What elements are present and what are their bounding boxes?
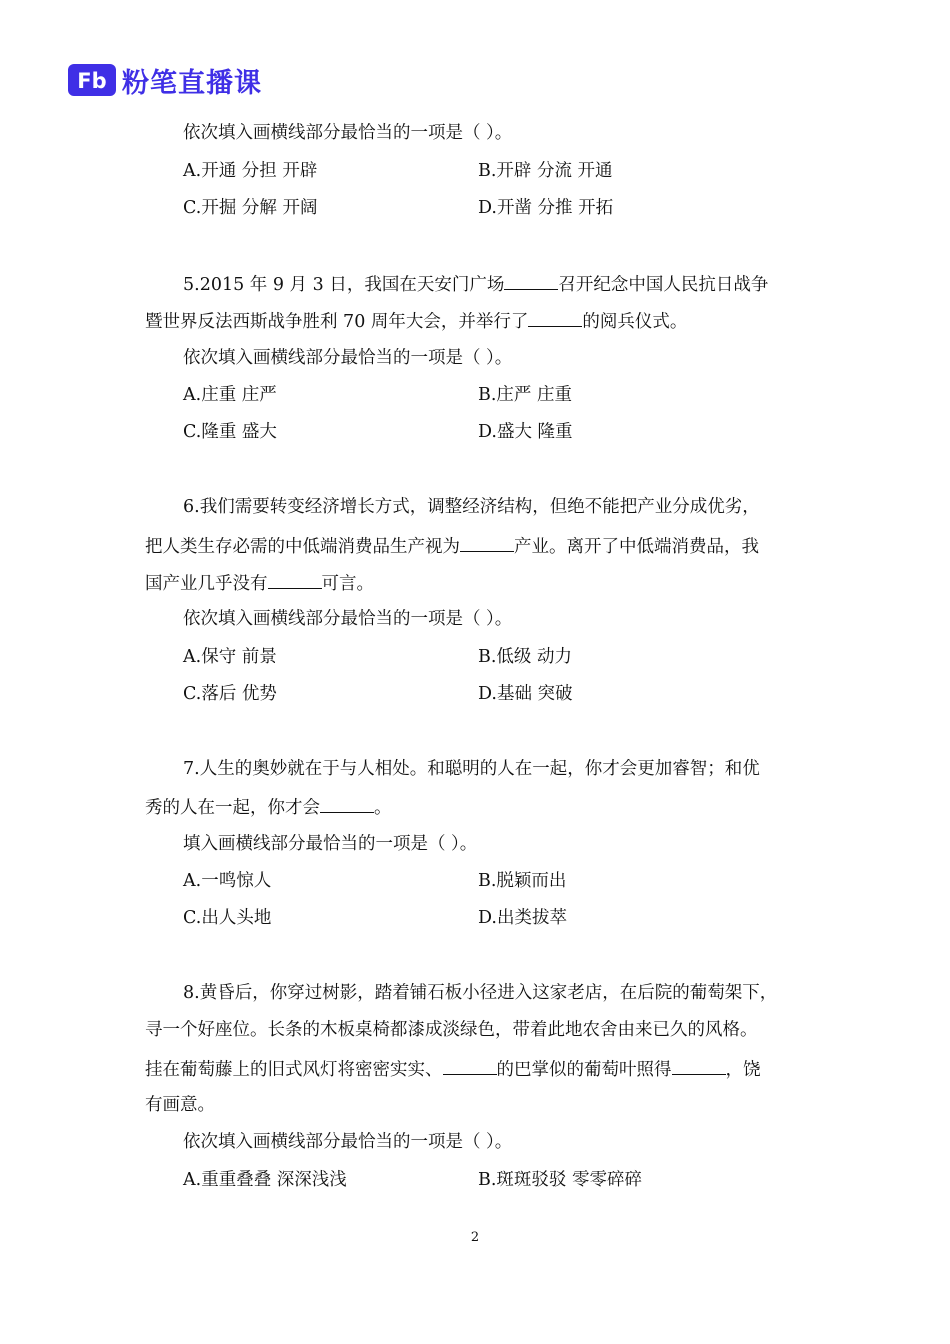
q7-stem-line2: 秀的人在一起，你才会 。 — [145, 794, 392, 820]
q8-option-b: B.斑斑驳驳 零零碎碎 — [478, 1170, 642, 1190]
q6-stem-line2: 把人类生存必需的中低端消费品生产视为 产业。离开了中低端消费品，我 — [145, 533, 759, 559]
q4-option-b: B.开辟 分流 开通 — [478, 161, 613, 181]
q6-stem-line3: 国产业几乎没有 可言。 — [145, 570, 374, 596]
q5-option-b: B.庄严 庄重 — [478, 385, 572, 405]
q6-option-b: B.低级 动力 — [478, 647, 572, 667]
q4-option-d: D.开凿 分推 开拓 — [478, 198, 614, 218]
page-number: 2 — [470, 1230, 480, 1245]
q5-option-d: D.盛大 隆重 — [478, 422, 573, 442]
blank — [504, 271, 558, 290]
q8-stem-line4: 有画意。 — [145, 1095, 215, 1115]
q7-stem-line1: 7.人生的奥妙就在于与人相处。和聪明的人在一起，你才会更加睿智；和优 — [183, 759, 760, 779]
blank — [460, 533, 514, 552]
q7-option-b: B.脱颖而出 — [478, 871, 567, 891]
blank — [443, 1056, 497, 1075]
blank — [268, 570, 322, 589]
q5-option-c: C.隆重 盛大 — [183, 422, 277, 442]
q8-stem-line2: 寻一个好座位。长条的木板桌椅都漆成淡绿色，带着此地农舍由来已久的风格。 — [145, 1020, 758, 1040]
q8-stem-line3: 挂在葡萄藤上的旧式风灯将密密实实、 的巴掌似的葡萄叶照得 ，饶 — [145, 1056, 761, 1082]
q7-option-d: D.出类拔萃 — [478, 908, 567, 928]
q6-option-d: D.基础 突破 — [478, 684, 573, 704]
fb-logo-icon — [68, 64, 116, 96]
q4-prompt: 依次填入画横线部分最恰当的一项是（ ）。 — [183, 123, 513, 143]
q6-stem-line1: 6.我们需要转变经济增长方式，调整经济结构，但绝不能把产业分成优劣， — [183, 497, 760, 517]
q7-prompt: 填入画横线部分最恰当的一项是（ ）。 — [183, 834, 478, 854]
q8-option-a: A.重重叠叠 深深浅浅 — [183, 1170, 347, 1190]
q7-option-a: A.一鸣惊人 — [183, 871, 272, 891]
q4-option-c: C.开掘 分解 开阔 — [183, 198, 318, 218]
q6-prompt: 依次填入画横线部分最恰当的一项是（ ）。 — [183, 609, 513, 629]
q5-option-a: A.庄重 庄严 — [183, 385, 277, 405]
q5-stem-line1: 5.2015 年 9 月 3 日，我国在天安门广场 召开纪念中国人民抗日战争 — [183, 271, 768, 297]
blank — [320, 794, 374, 813]
q7-option-c: C.出人头地 — [183, 908, 272, 928]
blank — [672, 1056, 726, 1075]
brand-logo — [68, 62, 262, 98]
q5-prompt: 依次填入画横线部分最恰当的一项是（ ）。 — [183, 348, 513, 368]
logo-letters: Fb — [77, 69, 107, 93]
q5-stem-line2: 暨世界反法西斯战争胜利 70 周年大会，并举行了 的阅兵仪式。 — [145, 308, 687, 334]
blank — [528, 308, 582, 327]
q6-option-c: C.落后 优势 — [183, 684, 277, 704]
brand-name: 粉笔直播课 — [122, 67, 262, 99]
q4-option-a: A.开通 分担 开辟 — [183, 161, 318, 181]
q6-option-a: A.保守 前景 — [183, 647, 277, 667]
q8-stem-line1: 8.黄昏后，你穿过树影，踏着铺石板小径进入这家老店，在后院的葡萄架下， — [183, 983, 778, 1003]
q8-prompt: 依次填入画横线部分最恰当的一项是（ ）。 — [183, 1132, 513, 1152]
